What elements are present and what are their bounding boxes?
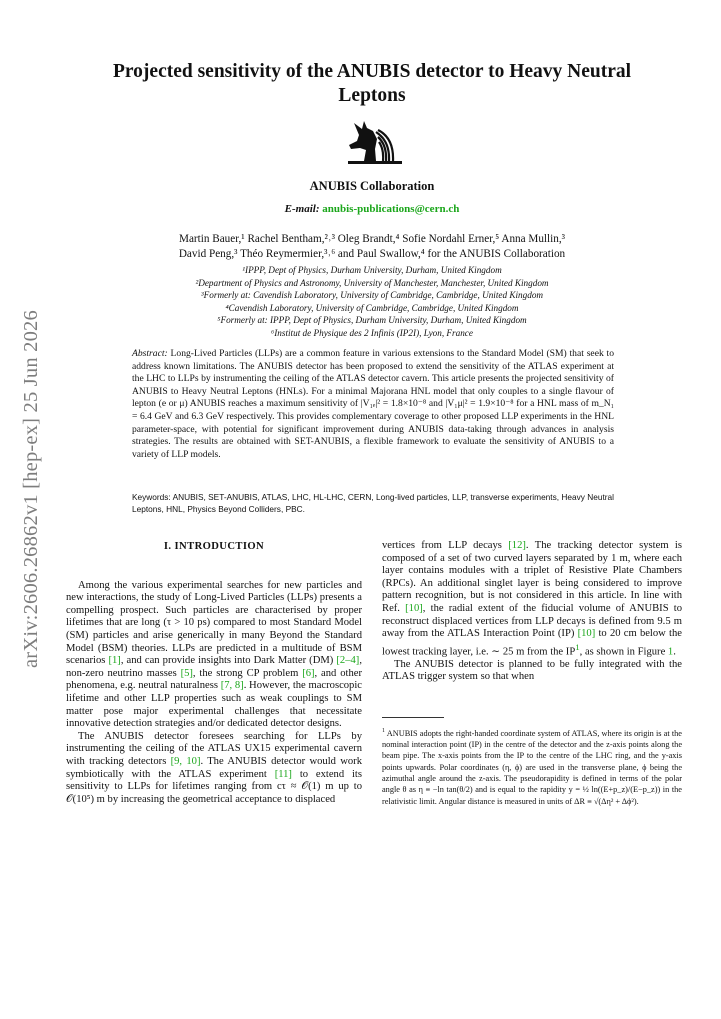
affiliation-item: ⁴Cavendish Laboratory, University of Cambridge, Cambridge, United Kingdom xyxy=(225,302,519,313)
email-link[interactable]: anubis-publications@cern.ch xyxy=(322,203,460,215)
author-list xyxy=(100,232,644,262)
abstract-text: Long-Lived Particles (LLPs) are a common feature in various extensions to the Standard Model (SM) that seek to address known limitations. The ANUBIS detector has been proposed to extend the sensitivity of the ATLAS experiment at the LHC to LLPs by instrumenting the ceiling of the ATLAS detector cavern. This article presents the projected sensitivity of ANUBIS to Heavy Neutral Leptons (HNLs). For a minimal Majorana HNL model that only couples to a single flavour of lepton (e or μ) ANUBIS reaches a maximum sensitivity of |V₁ₑ|² = 1.8×10⁻⁸ and |V₁μ|² = 1.9×10⁻⁸ for a HNL mass of m_N₁ = 6.4 GeV and 6.3 GeV respectively. This provides complementary coverage to other proposed LLP experiments in the HNL parameter-space, with potential for significant improvement during ANUBIS data-taking through advances in analysis strategies. The results are obtained with SET-ANUBIS, a flexible framework to evaluate the sensitivity of ANUBIS to a variety of LLP models. xyxy=(132,348,615,460)
affiliation-item: ¹IPPP, Dept of Physics, Durham University, Durham, United Kingdom xyxy=(242,265,502,275)
citation-link[interactable]: [9, 10] xyxy=(170,755,201,767)
footnote-text: ANUBIS adopts the right-handed coordinate system of ATLAS, where its origin is at the nominal interaction point (IP) in the centre of the detector and the z-axis points along the beam pipe. The x-axis points from the IP to the centre of the LHC ring, and the y-axis points upwards. Polar coordinates (η, ϕ) are used in the transverse plane, ϕ being the azimuthal angle around the z-axis. The pseudorapidity is defined in terms of the polar angle θ as η ≡ −ln tan(θ/2) and is equal to the rapidity y = ½ ln((E+p_z)/(E−p_z)) in the relativistic limit. Angular distance is measured in units of ΔR ≡ √(Δη² + Δϕ²). xyxy=(382,728,682,806)
abstract-label: Abstract: xyxy=(132,348,168,359)
text-run: . xyxy=(673,646,676,658)
text-run: , the strong CP problem xyxy=(192,667,303,679)
intro-paragraph-1 xyxy=(66,580,362,731)
email-label: E-mail: xyxy=(284,203,320,215)
intro-paragraph-4: The ANUBIS detector is planned to be fully integrated with the ATLAS trigger system so that when xyxy=(382,658,682,683)
text-run: to 20 cm below the lowest tracking layer, i.e. ∼ 25 m from the IP xyxy=(382,628,682,658)
arxiv-identifier-stamp[interactable]: arXiv:2606.26862v1 [hep-ex] 25 Jun 2026 xyxy=(20,310,42,668)
affiliation-list xyxy=(100,264,644,340)
citation-link[interactable]: [11] xyxy=(274,768,292,780)
text-run: , the radial extent of the fiducial volume of ANUBIS to reconstruct displaced vertices from LLP decays is defined from 9.5 m away from the ATLAS Interaction Point (IP) xyxy=(382,602,683,640)
footnote-mark: 1 xyxy=(382,728,385,735)
citation-link[interactable]: [7, 8] xyxy=(220,680,244,692)
footnote-marker-link[interactable]: 1 xyxy=(575,641,580,652)
citation-link[interactable]: [1] xyxy=(108,655,121,667)
text-run: . The ANUBIS detector would work symbiotically with the ATLAS experiment xyxy=(66,755,362,780)
text-run: to extend its sensitivity to LLPs for lifetimes ranging from cτ ≈ 𝒪(1) m up to 𝒪(10⁵) m by increasing the geometrical acceptance to displaced xyxy=(66,768,362,805)
text-run: vertices from LLP decays xyxy=(382,540,509,551)
citation-link[interactable]: [10] xyxy=(577,628,596,640)
text-run: , and can provide insights into Dark Matter (DM) xyxy=(120,655,337,667)
text-run: , and other phenomena, e.g. neutral naturalness xyxy=(66,667,362,692)
citation-link[interactable]: [5] xyxy=(180,667,193,679)
affiliation-item: ⁵Formerly at: IPPP, Dept of Physics, Durham University, Durham, United Kingdom xyxy=(217,315,527,326)
affiliation-item: ⁶Institut de Physique des 2 Infinis (IP2I), Lyon, France xyxy=(271,327,473,338)
affiliation-item: ³Formerly at: Cavendish Laboratory, University of Cambridge, Cambridge, United Kingdom xyxy=(200,290,544,301)
citation-link[interactable]: [12] xyxy=(508,540,526,551)
anubis-jackal-logo-icon xyxy=(346,119,404,165)
citation-link[interactable]: [2–4] xyxy=(336,655,360,667)
text-run: . The tracking detector system is composed of a set of two curved layers separated by 1 m, where each layer contains modules with a triplet of Resistive Plate Chambers (RPCs). An additional singlet layer is being considered to improve pattern recognition, but is not considered in this article. In line with Ref. xyxy=(382,540,682,614)
right-column xyxy=(382,540,682,807)
abstract-block xyxy=(132,348,614,461)
footnote-divider xyxy=(382,717,444,718)
citation-link[interactable]: [10] xyxy=(405,602,423,614)
keywords-line: Keywords: ANUBIS, SET-ANUBIS, ATLAS, LHC, HL-LHC, CERN, Long-lived particles, LLP, transverse experiments, Heavy Neutral Leptons, HNL, Physics Beyond Colliders, PBC. xyxy=(132,492,614,514)
affiliation-item: ²Department of Physics and Astronomy, University of Manchester, Manchester, United Kingdom xyxy=(195,277,549,288)
author-line: Martin Bauer,¹ Rachel Bentham,²˒³ Oleg Brandt,⁴ Sofie Nordahl Erner,⁵ Anna Mullin,³ xyxy=(179,233,565,245)
section-heading: I. INTRODUCTION xyxy=(163,541,265,552)
text-run: The ANUBIS detector foresees searching for LLPs by instrumenting the ceiling of the ATLAS UX15 experimental cavern with tracking detectors xyxy=(66,730,362,767)
intro-paragraph-2 xyxy=(66,731,362,807)
paper-title: Projected sensitivity of the ANUBIS detector to Heavy Neutral Leptons xyxy=(112,61,632,106)
text-run: , as shown in Figure xyxy=(579,646,668,658)
author-line: David Peng,³ Théo Reymermier,³˒⁶ and Paul Swallow,⁴ for the ANUBIS Collaboration xyxy=(178,248,566,260)
contact-email-line xyxy=(0,203,721,215)
collaboration-name: ANUBIS Collaboration xyxy=(309,179,435,193)
footnote-1 xyxy=(382,726,682,807)
text-run: . However, the macroscopic lifetime and other LLP properties such as weak couplings to SM matter pose major experimental challenges that necessitate innovative detection strategies and/or dedicated detector designs. xyxy=(66,680,363,730)
citation-link[interactable]: [6] xyxy=(302,667,315,679)
figure-reference-link[interactable]: 1 xyxy=(667,646,674,658)
text-run: , non-zero neutrino masses xyxy=(66,655,362,679)
text-run: Among the various experimental searches for new particles and new interactions, the study of Long-Lived Particles (LLPs) presents a compelling prospect. Such particles are characterised by proper lifetimes that are long (τ > 10 ps) compared to most Standard Model (SM) particles and arise generically in many Beyond the Standard Model (BSM) theories. LLPs are predicted in a multitude of BSM scenarios xyxy=(66,579,362,667)
intro-paragraph-3 xyxy=(382,540,682,659)
left-column xyxy=(66,540,362,806)
